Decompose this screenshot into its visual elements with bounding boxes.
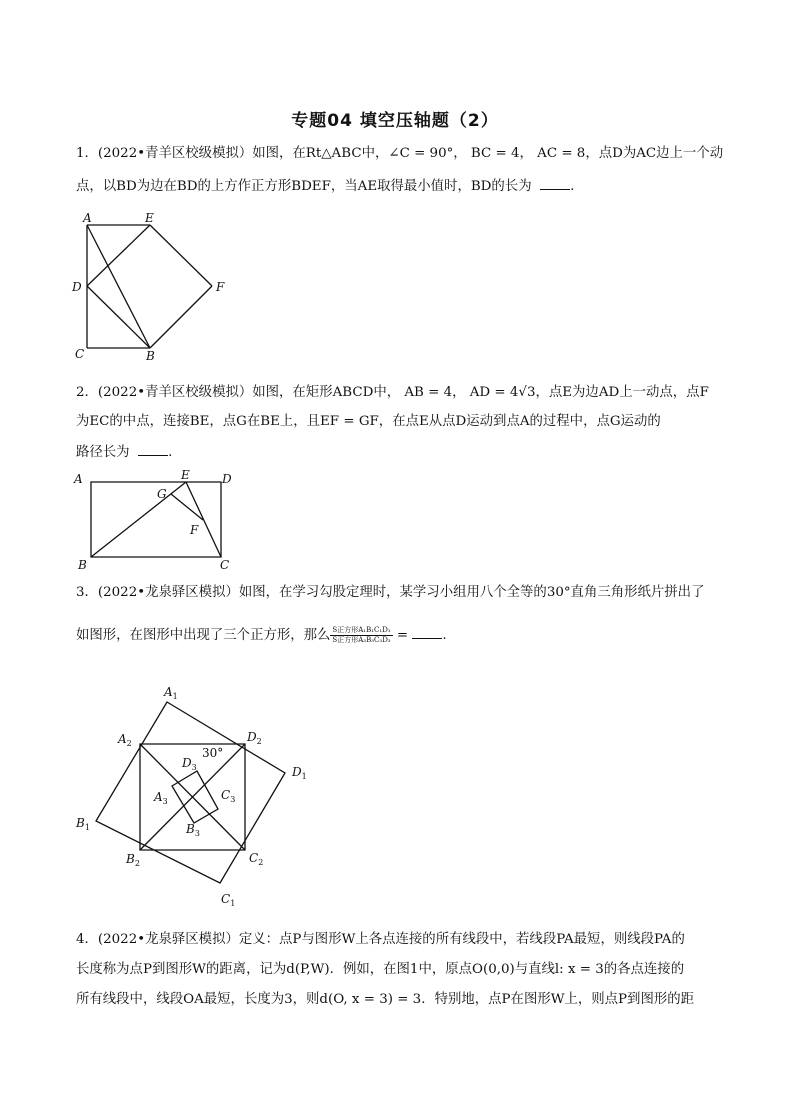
fig2-label-d: D	[222, 472, 232, 486]
fig3-label-angle: 30°	[202, 746, 224, 760]
area-ratio-fraction	[330, 626, 392, 645]
fig1-segment-fb	[150, 286, 212, 348]
fig3-label-c1: $C_1$	[221, 892, 236, 908]
fig1-label-d: D	[72, 280, 82, 294]
fig3-label-b3: $B_3$	[186, 822, 200, 838]
page-title: 专题04 填空压轴题（2）	[291, 111, 499, 131]
fig3-label-b1: $B_1$	[76, 816, 90, 832]
fig1-label-e: E	[145, 211, 154, 225]
fig1-segment-ab	[87, 225, 150, 348]
fig2-segment-ec	[186, 482, 221, 557]
fig3-label-d1: $D_1$	[292, 765, 307, 781]
problem-2-line-1: 2．(2022•青羊区校级模拟）如图，在矩形ABCD中， AB = 4， AD = 4√3，点E为边AD上一动点，点F	[76, 385, 709, 400]
fig3-label-c2: $C_2$	[249, 851, 264, 867]
fig3-label-c3: $C_3$	[221, 788, 236, 804]
problem-2-line-2: 为EC的中点，连接BE，点G在BE上，且EF = GF，在点E从点D运动到点A的过程中，点G运动的	[76, 414, 661, 429]
fig2-label-e: E	[181, 468, 190, 482]
fraction-denominator: S正方形A₃B₃C₃D₃	[332, 636, 391, 644]
figure-3	[66, 675, 326, 915]
fig3-label-b2: $B_2$	[126, 852, 140, 868]
fig1-label-b: B	[146, 349, 155, 363]
problem-4-line-3: 所有线段中，线段OA最短，长度为3，则d(O, x = 3) = 3．特别地，点P在图形W上，则点P到图形的距	[76, 992, 695, 1007]
answer-blank-3	[412, 626, 442, 639]
problem-1-period: .	[570, 179, 575, 194]
fig3-label-a3: $A_3$	[154, 790, 168, 806]
answer-blank-1	[540, 177, 570, 190]
fig1-segment-ef	[150, 225, 212, 286]
fig3-label-a1: $A_1$	[164, 685, 178, 701]
fig1-label-c: C	[75, 347, 85, 361]
problem-2-period: .	[168, 445, 173, 460]
figure-1	[66, 208, 236, 364]
fraction-numerator: S正方形A₁B₁C₁D₁	[332, 626, 391, 634]
answer-blank-2	[138, 443, 168, 456]
fig2-label-b: B	[78, 558, 87, 572]
fig3-label-a2: $A_2$	[118, 732, 132, 748]
problem-1-line-1: 1．(2022•青羊区校级模拟）如图，在Rt△ABC中，∠C = 90°， BC = 4， AC = 8，点D为AC边上一个动	[76, 146, 724, 161]
problem-4-line-1: 4．(2022•龙泉驿区模拟）定义：点P与图形W上各点连接的所有线段中，若线段PA最短，则线段PA的	[76, 932, 685, 947]
problem-3-line-1: 3．(2022•龙泉驿区模拟）如图，在学习勾股定理时，某学习小组用八个全等的30°直角三角形纸片拼出了	[76, 585, 705, 600]
problem-1-line-2-text: 点，以BD为边在BD的上方作正方形BDEF，当AE取得最小值时，BD的长为	[76, 179, 532, 194]
problem-2-line-3-text: 路径长为	[76, 445, 130, 460]
figure-2	[66, 466, 246, 574]
fig1-label-f: F	[216, 280, 225, 294]
problem-3-period: .	[442, 628, 447, 643]
fig2-label-f: F	[190, 523, 199, 537]
fig3-label-d2: $D_2$	[247, 730, 262, 746]
fig1-segment-db	[87, 286, 150, 348]
fig2-segment-be	[91, 482, 186, 557]
problem-3-line-2-text: 如图形，在图形中出现了三个正方形，那么	[76, 628, 331, 643]
problem-4-line-2: 长度称为点P到图形W的距离，记为d(P,W)．例如，在图1中，原点O(0,0)与直线l: x = 3的各点连接的	[76, 962, 685, 977]
fig2-label-a: A	[74, 472, 83, 486]
fig3-label-d3: $D_3$	[182, 756, 197, 772]
problem-2-line-3	[76, 443, 172, 461]
fig2-label-c: C	[220, 558, 230, 572]
fraction-equals: =	[396, 628, 409, 643]
fig1-label-a: A	[83, 211, 92, 225]
problem-1-line-2	[76, 177, 574, 195]
problem-3-line-2	[76, 626, 447, 645]
fig1-segment-de	[87, 225, 150, 286]
fig2-label-g: G	[157, 487, 167, 501]
